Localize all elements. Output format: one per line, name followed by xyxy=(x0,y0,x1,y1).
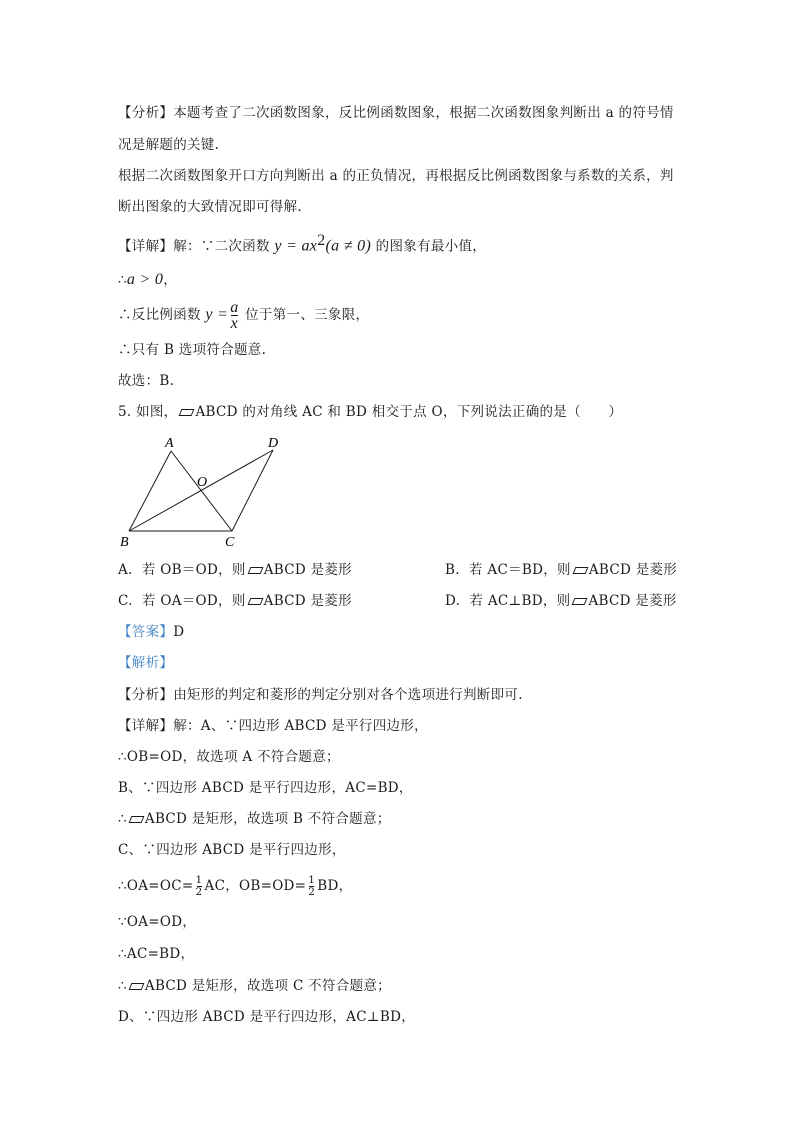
detail-conclusion: 故选：B. xyxy=(118,373,175,389)
parallelogram-icon xyxy=(247,598,263,605)
label-o: O xyxy=(197,475,208,490)
detail2-line-5: C、∵四边形 ABCD 是平行四边形， xyxy=(118,842,346,858)
detail2-line-1: 【详解】解：A、∵四边形 ABCD 是平行四边形， xyxy=(118,718,428,734)
option-c[interactable]: C. 若 OA＝OD，则 ABCD 是菱形 xyxy=(118,593,352,609)
detail-line-2: ∴a > 0， xyxy=(118,271,177,288)
analysis-label: 【分析】 xyxy=(118,105,174,121)
detail-line-4: ∴只有 B 选项符合题意. xyxy=(118,342,267,358)
label-c: C xyxy=(225,535,235,550)
answer-value: D xyxy=(173,624,185,640)
parallelogram-icon xyxy=(128,816,144,823)
analysis-line-4: 断出图象的大致情况即可得解. xyxy=(118,199,302,215)
parallelogram-icon xyxy=(572,567,588,574)
answer-label: 【答案】 xyxy=(118,624,174,640)
label-a: A xyxy=(165,436,174,451)
parallelogram-icon xyxy=(247,567,263,574)
question-number: 5. xyxy=(118,404,132,420)
condition: (a ≠ 0) xyxy=(325,237,372,255)
parallelogram-icon xyxy=(572,598,588,605)
detail2-line-3: B、∵四边形 ABCD 是平行四边形，AC=BD， xyxy=(118,780,413,796)
detail2-line-2: ∴OB=OD，故选项 A 不符合题意； xyxy=(118,749,340,765)
label-b: B xyxy=(120,535,129,550)
analysis2-line: 【分析】由矩形的判定和菱形的判定分别对各个选项进行判断即可. xyxy=(118,687,523,703)
option-a[interactable]: A. 若 OB＝OD，则 ABCD 是菱形 xyxy=(118,562,352,578)
parallelogram-figure xyxy=(118,436,293,554)
detail-line-1: 【详解】解：∵二次函数 $y = ax^2(a \ne 0)$ 的图象有最小值， xyxy=(118,232,487,255)
detail2-line-6: ∴OA=OC= $\frac{1}{2}$ AC，OB=OD= $\frac{1}{2}$ BD， xyxy=(118,874,353,898)
parallelogram-icon xyxy=(128,983,144,990)
label-d: D xyxy=(268,436,279,451)
detail-line-3: ∴反比例函数 y = $\frac{a}{x}$ 位于第一、三象限， xyxy=(118,299,370,332)
detail-label: 【详解】 xyxy=(118,238,174,255)
fraction-half: $\frac{1}{2}$ xyxy=(195,874,203,898)
fraction-half: $\frac{1}{2}$ xyxy=(308,874,316,898)
analysis-text: 本题考查了二次函数图象，反比例函数图象，根据二次函数图象判断出 a 的符号情 xyxy=(173,105,674,121)
detail2-line-4: ∴ ABCD 是矩形，故选项 B 不符合题意； xyxy=(118,811,391,827)
answer-line xyxy=(118,623,184,641)
detail2-line-9: ∴ ABCD 是矩形，故选项 C 不符合题意； xyxy=(118,978,391,994)
inequality: a > 0 xyxy=(126,271,164,288)
question-5-stem: 5. 如图， ABCD 的对角线 AC 和 BD 相交于点 O，下列说法正确的是（ ） xyxy=(118,404,623,420)
analysis-line-2: 况是解题的关键. xyxy=(118,137,220,153)
quadratic-formula: y = ax xyxy=(274,237,318,255)
parallelogram-icon xyxy=(179,409,195,416)
detail2-line-8: ∴AC=BD， xyxy=(118,946,195,962)
analysis-line-1 xyxy=(118,104,674,122)
fraction-a-over-x: $\frac{a}{x}$ xyxy=(230,299,239,332)
explanation-label: 【解析】 xyxy=(118,655,174,671)
option-d[interactable]: D. 若 AC⊥BD，则 ABCD 是菱形 xyxy=(445,593,677,609)
option-b[interactable]: B. 若 AC＝BD，则 ABCD 是菱形 xyxy=(445,562,678,578)
detail2-line-7: ∵OA=OD， xyxy=(118,914,197,930)
detail2-line-10: D、∵四边形 ABCD 是平行四边形，AC⊥BD， xyxy=(118,1009,415,1025)
analysis-line-3: 根据二次函数图象开口方向判断出 a 的正负情况，再根据反比例函数图象与系数的关系，判 xyxy=(118,168,674,184)
